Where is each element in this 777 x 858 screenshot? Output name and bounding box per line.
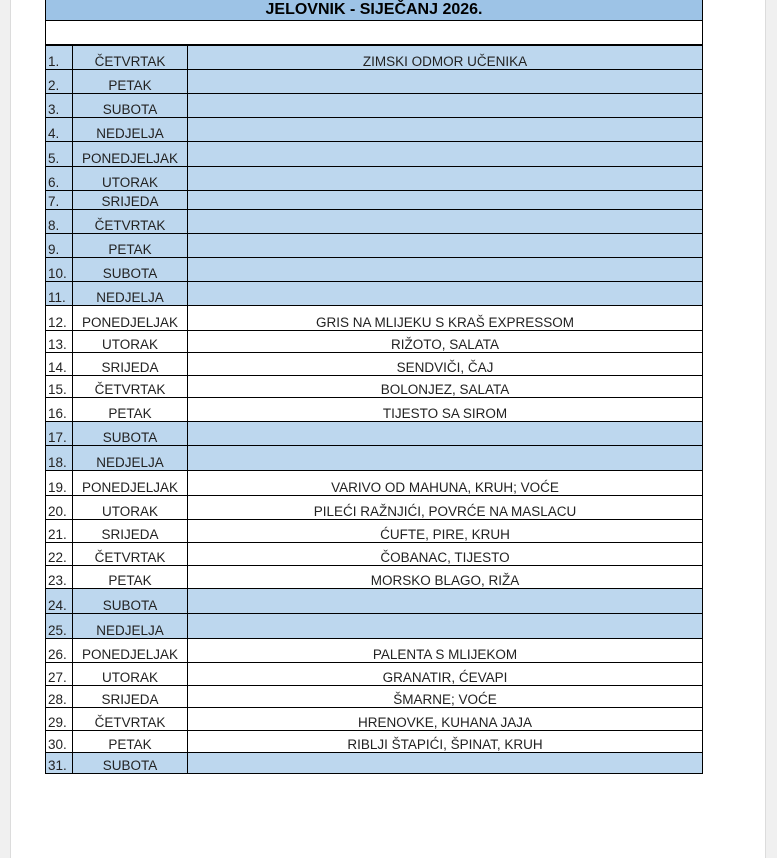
day-number: 20. xyxy=(46,496,73,520)
table-row xyxy=(46,306,703,331)
day-name: ČETVRTAK xyxy=(73,46,188,70)
table-row xyxy=(46,496,703,520)
day-name: PONEDJELJAK xyxy=(73,142,188,167)
day-name: UTORAK xyxy=(73,331,188,353)
day-number: 10. xyxy=(46,258,73,282)
day-number: 3. xyxy=(46,94,73,118)
day-number: 7. xyxy=(46,191,73,210)
day-name: SUBOTA xyxy=(73,589,188,614)
day-name: UTORAK xyxy=(73,496,188,520)
day-number: 25. xyxy=(46,614,73,639)
day-name: SUBOTA xyxy=(73,94,188,118)
table-row xyxy=(46,589,703,614)
day-name: SRIJEDA xyxy=(73,520,188,543)
table-row xyxy=(46,191,703,210)
day-name: SRIJEDA xyxy=(73,191,188,210)
day-number: 15. xyxy=(46,376,73,398)
day-name: SUBOTA xyxy=(73,753,188,774)
day-name: ČETVRTAK xyxy=(73,543,188,566)
day-name: PONEDJELJAK xyxy=(73,471,188,496)
table-row xyxy=(46,46,703,70)
table-row xyxy=(46,258,703,282)
meal-description xyxy=(188,167,703,191)
table-row xyxy=(46,663,703,686)
day-number: 4. xyxy=(46,118,73,142)
table-row xyxy=(46,353,703,376)
table-row xyxy=(46,234,703,258)
day-number: 30. xyxy=(46,731,73,753)
meal-description: PILEĆI RAŽNJIĆI, POVRĆE NA MASLACU xyxy=(188,496,703,520)
day-name: UTORAK xyxy=(73,663,188,686)
table-row xyxy=(46,708,703,731)
day-number: 31. xyxy=(46,753,73,774)
day-name: SRIJEDA xyxy=(73,353,188,376)
menu-table xyxy=(45,45,703,774)
day-number: 21. xyxy=(46,520,73,543)
day-number: 11. xyxy=(46,282,73,306)
day-number: 29. xyxy=(46,708,73,731)
meal-description xyxy=(188,422,703,446)
day-name: PETAK xyxy=(73,70,188,94)
table-row xyxy=(46,70,703,94)
meal-description: GRIS NA MLIJEKU S KRAŠ EXPRESSOM xyxy=(188,306,703,331)
day-name: PETAK xyxy=(73,566,188,589)
menu-sheet xyxy=(45,0,703,774)
spacer-row xyxy=(45,21,703,45)
day-name: ČETVRTAK xyxy=(73,376,188,398)
day-name: PETAK xyxy=(73,234,188,258)
meal-description xyxy=(188,118,703,142)
day-name: NEDJELJA xyxy=(73,614,188,639)
day-name: PETAK xyxy=(73,731,188,753)
day-name: PONEDJELJAK xyxy=(73,639,188,663)
day-number: 5. xyxy=(46,142,73,167)
meal-description: TIJESTO SA SIROM xyxy=(188,398,703,422)
meal-description: ČOBANAC, TIJESTO xyxy=(188,543,703,566)
menu-table-body xyxy=(46,46,703,774)
table-row xyxy=(46,731,703,753)
meal-description xyxy=(188,191,703,210)
day-number: 28. xyxy=(46,686,73,708)
table-row xyxy=(46,614,703,639)
document-page xyxy=(10,0,766,858)
meal-description xyxy=(188,589,703,614)
meal-description: SENDVIČI, ČAJ xyxy=(188,353,703,376)
meal-description xyxy=(188,142,703,167)
table-row xyxy=(46,753,703,774)
meal-description xyxy=(188,234,703,258)
table-row xyxy=(46,94,703,118)
meal-description xyxy=(188,258,703,282)
meal-description xyxy=(188,614,703,639)
day-number: 24. xyxy=(46,589,73,614)
day-number: 12. xyxy=(46,306,73,331)
table-row xyxy=(46,167,703,191)
day-name: UTORAK xyxy=(73,167,188,191)
day-number: 23. xyxy=(46,566,73,589)
day-number: 8. xyxy=(46,210,73,234)
day-number: 18. xyxy=(46,446,73,471)
table-row xyxy=(46,471,703,496)
table-row xyxy=(46,446,703,471)
day-number: 14. xyxy=(46,353,73,376)
day-name: ČETVRTAK xyxy=(73,708,188,731)
day-number: 6. xyxy=(46,167,73,191)
day-name: NEDJELJA xyxy=(73,118,188,142)
table-row xyxy=(46,398,703,422)
meal-description: HRENOVKE, KUHANA JAJA xyxy=(188,708,703,731)
day-name: SRIJEDA xyxy=(73,686,188,708)
table-row xyxy=(46,282,703,306)
meal-description xyxy=(188,210,703,234)
meal-description: RIŽOTO, SALATA xyxy=(188,331,703,353)
table-row xyxy=(46,422,703,446)
meal-description xyxy=(188,753,703,774)
day-name: NEDJELJA xyxy=(73,446,188,471)
table-row xyxy=(46,376,703,398)
meal-description xyxy=(188,282,703,306)
day-number: 17. xyxy=(46,422,73,446)
table-row xyxy=(46,639,703,663)
table-row xyxy=(46,543,703,566)
table-row xyxy=(46,566,703,589)
table-row xyxy=(46,210,703,234)
day-number: 19. xyxy=(46,471,73,496)
day-name: SUBOTA xyxy=(73,422,188,446)
meal-description: ZIMSKI ODMOR UČENIKA xyxy=(188,46,703,70)
table-row xyxy=(46,118,703,142)
table-row xyxy=(46,331,703,353)
day-name: PONEDJELJAK xyxy=(73,306,188,331)
day-name: NEDJELJA xyxy=(73,282,188,306)
day-name: PETAK xyxy=(73,398,188,422)
day-number: 16. xyxy=(46,398,73,422)
meal-description: PALENTA S MLIJEKOM xyxy=(188,639,703,663)
day-number: 13. xyxy=(46,331,73,353)
meal-description: MORSKO BLAGO, RIŽA xyxy=(188,566,703,589)
meal-description: BOLONJEZ, SALATA xyxy=(188,376,703,398)
meal-description: VARIVO OD MAHUNA, KRUH; VOĆE xyxy=(188,471,703,496)
day-number: 22. xyxy=(46,543,73,566)
meal-description xyxy=(188,446,703,471)
table-row xyxy=(46,142,703,167)
day-name: SUBOTA xyxy=(73,258,188,282)
day-number: 27. xyxy=(46,663,73,686)
day-number: 1. xyxy=(46,46,73,70)
meal-description: GRANATIR, ĆEVAPI xyxy=(188,663,703,686)
meal-description: ĆUFTE, PIRE, KRUH xyxy=(188,520,703,543)
day-name: ČETVRTAK xyxy=(73,210,188,234)
day-number: 2. xyxy=(46,70,73,94)
table-row xyxy=(46,686,703,708)
meal-description xyxy=(188,94,703,118)
page-title: JELOVNIK - SIJEČANJ 2026. xyxy=(45,0,703,21)
day-number: 9. xyxy=(46,234,73,258)
table-row xyxy=(46,520,703,543)
day-number: 26. xyxy=(46,639,73,663)
meal-description: ŠMARNE; VOĆE xyxy=(188,686,703,708)
meal-description: RIBLJI ŠTAPIĆI, ŠPINAT, KRUH xyxy=(188,731,703,753)
meal-description xyxy=(188,70,703,94)
